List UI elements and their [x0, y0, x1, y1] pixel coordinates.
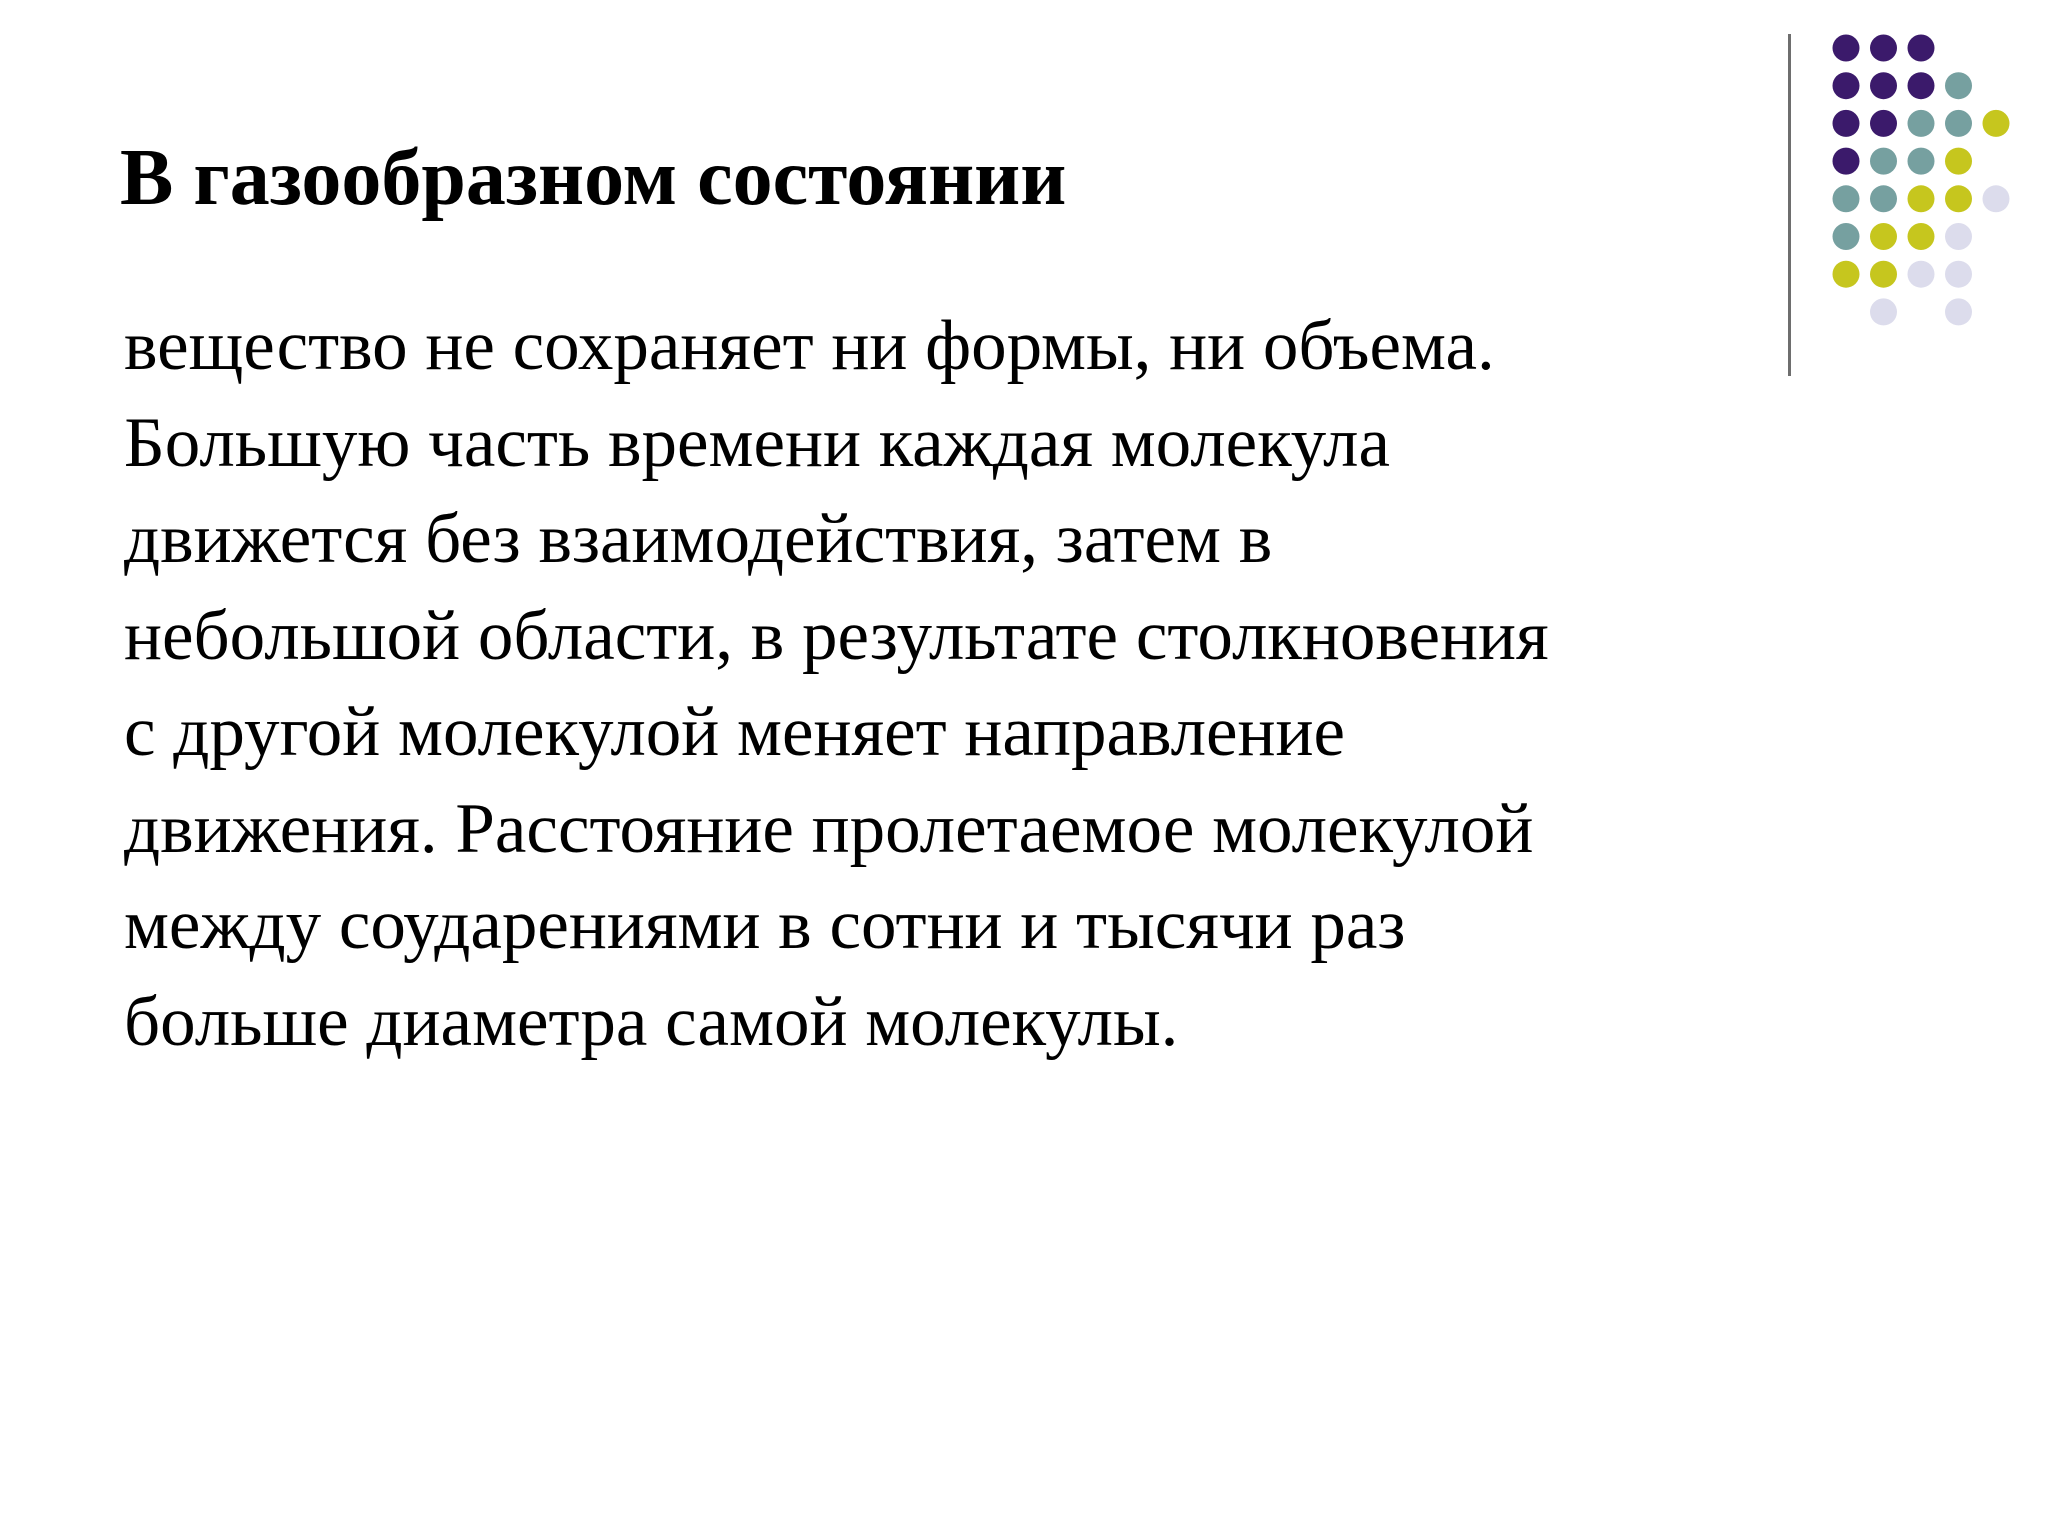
- body-line: движения. Расстояние пролетаемое молекулой: [124, 789, 1534, 868]
- decor-dot: [1945, 261, 1972, 288]
- vertical-divider: [1788, 34, 1791, 376]
- decor-dot: [1908, 148, 1935, 175]
- decor-dot: [1870, 223, 1897, 250]
- decor-dot: [1945, 148, 1972, 175]
- decor-dot: [1908, 185, 1935, 212]
- decor-dot: [1908, 35, 1935, 62]
- decor-dot: [1983, 110, 2010, 137]
- decor-dot: [1833, 110, 1860, 137]
- decor-dot: [1833, 72, 1860, 99]
- body-line: вещество не сохраняет ни формы, ни объема.: [124, 307, 1495, 385]
- decor-dot: [1870, 148, 1897, 175]
- decor-dot: [1983, 185, 2010, 212]
- decor-dot: [1908, 72, 1935, 99]
- decor-dot: [1833, 261, 1860, 288]
- decor-dot: [1945, 72, 1972, 99]
- body-line: с другой молекулой меняет направление: [124, 693, 1346, 771]
- decor-dot: [1870, 110, 1897, 137]
- body-line: Большую часть времени каждая молекула: [124, 403, 1391, 482]
- decor-dot: [1870, 35, 1897, 62]
- decor-dot: [1908, 261, 1935, 288]
- decor-dot: [1945, 185, 1972, 212]
- decor-dot: [1870, 298, 1897, 325]
- decor-dot: [1870, 185, 1897, 212]
- decor-dot: [1833, 35, 1860, 62]
- decor-dot: [1833, 223, 1860, 250]
- slide-title: В газообразном состоянии: [120, 134, 1067, 222]
- body-line: больше диаметра самой молекулы.: [124, 982, 1179, 1061]
- body-line: между соударениями в сотни и тысячи раз: [124, 886, 1406, 964]
- decor-dot: [1945, 110, 1972, 137]
- decor-dot: [1870, 72, 1897, 99]
- decor-dot: [1945, 223, 1972, 250]
- slide-body: [124, 298, 1764, 1070]
- decor-dot: [1945, 298, 1972, 325]
- decor-dot: [1908, 223, 1935, 250]
- body-line: движется без взаимодействия, затем в: [124, 500, 1273, 578]
- decor-dot: [1833, 148, 1860, 175]
- decor-dot: [1870, 261, 1897, 288]
- decor-dot: [1908, 110, 1935, 137]
- decor-dot: [1833, 185, 1860, 212]
- body-line: небольшой области, в результате столкновения: [124, 596, 1549, 675]
